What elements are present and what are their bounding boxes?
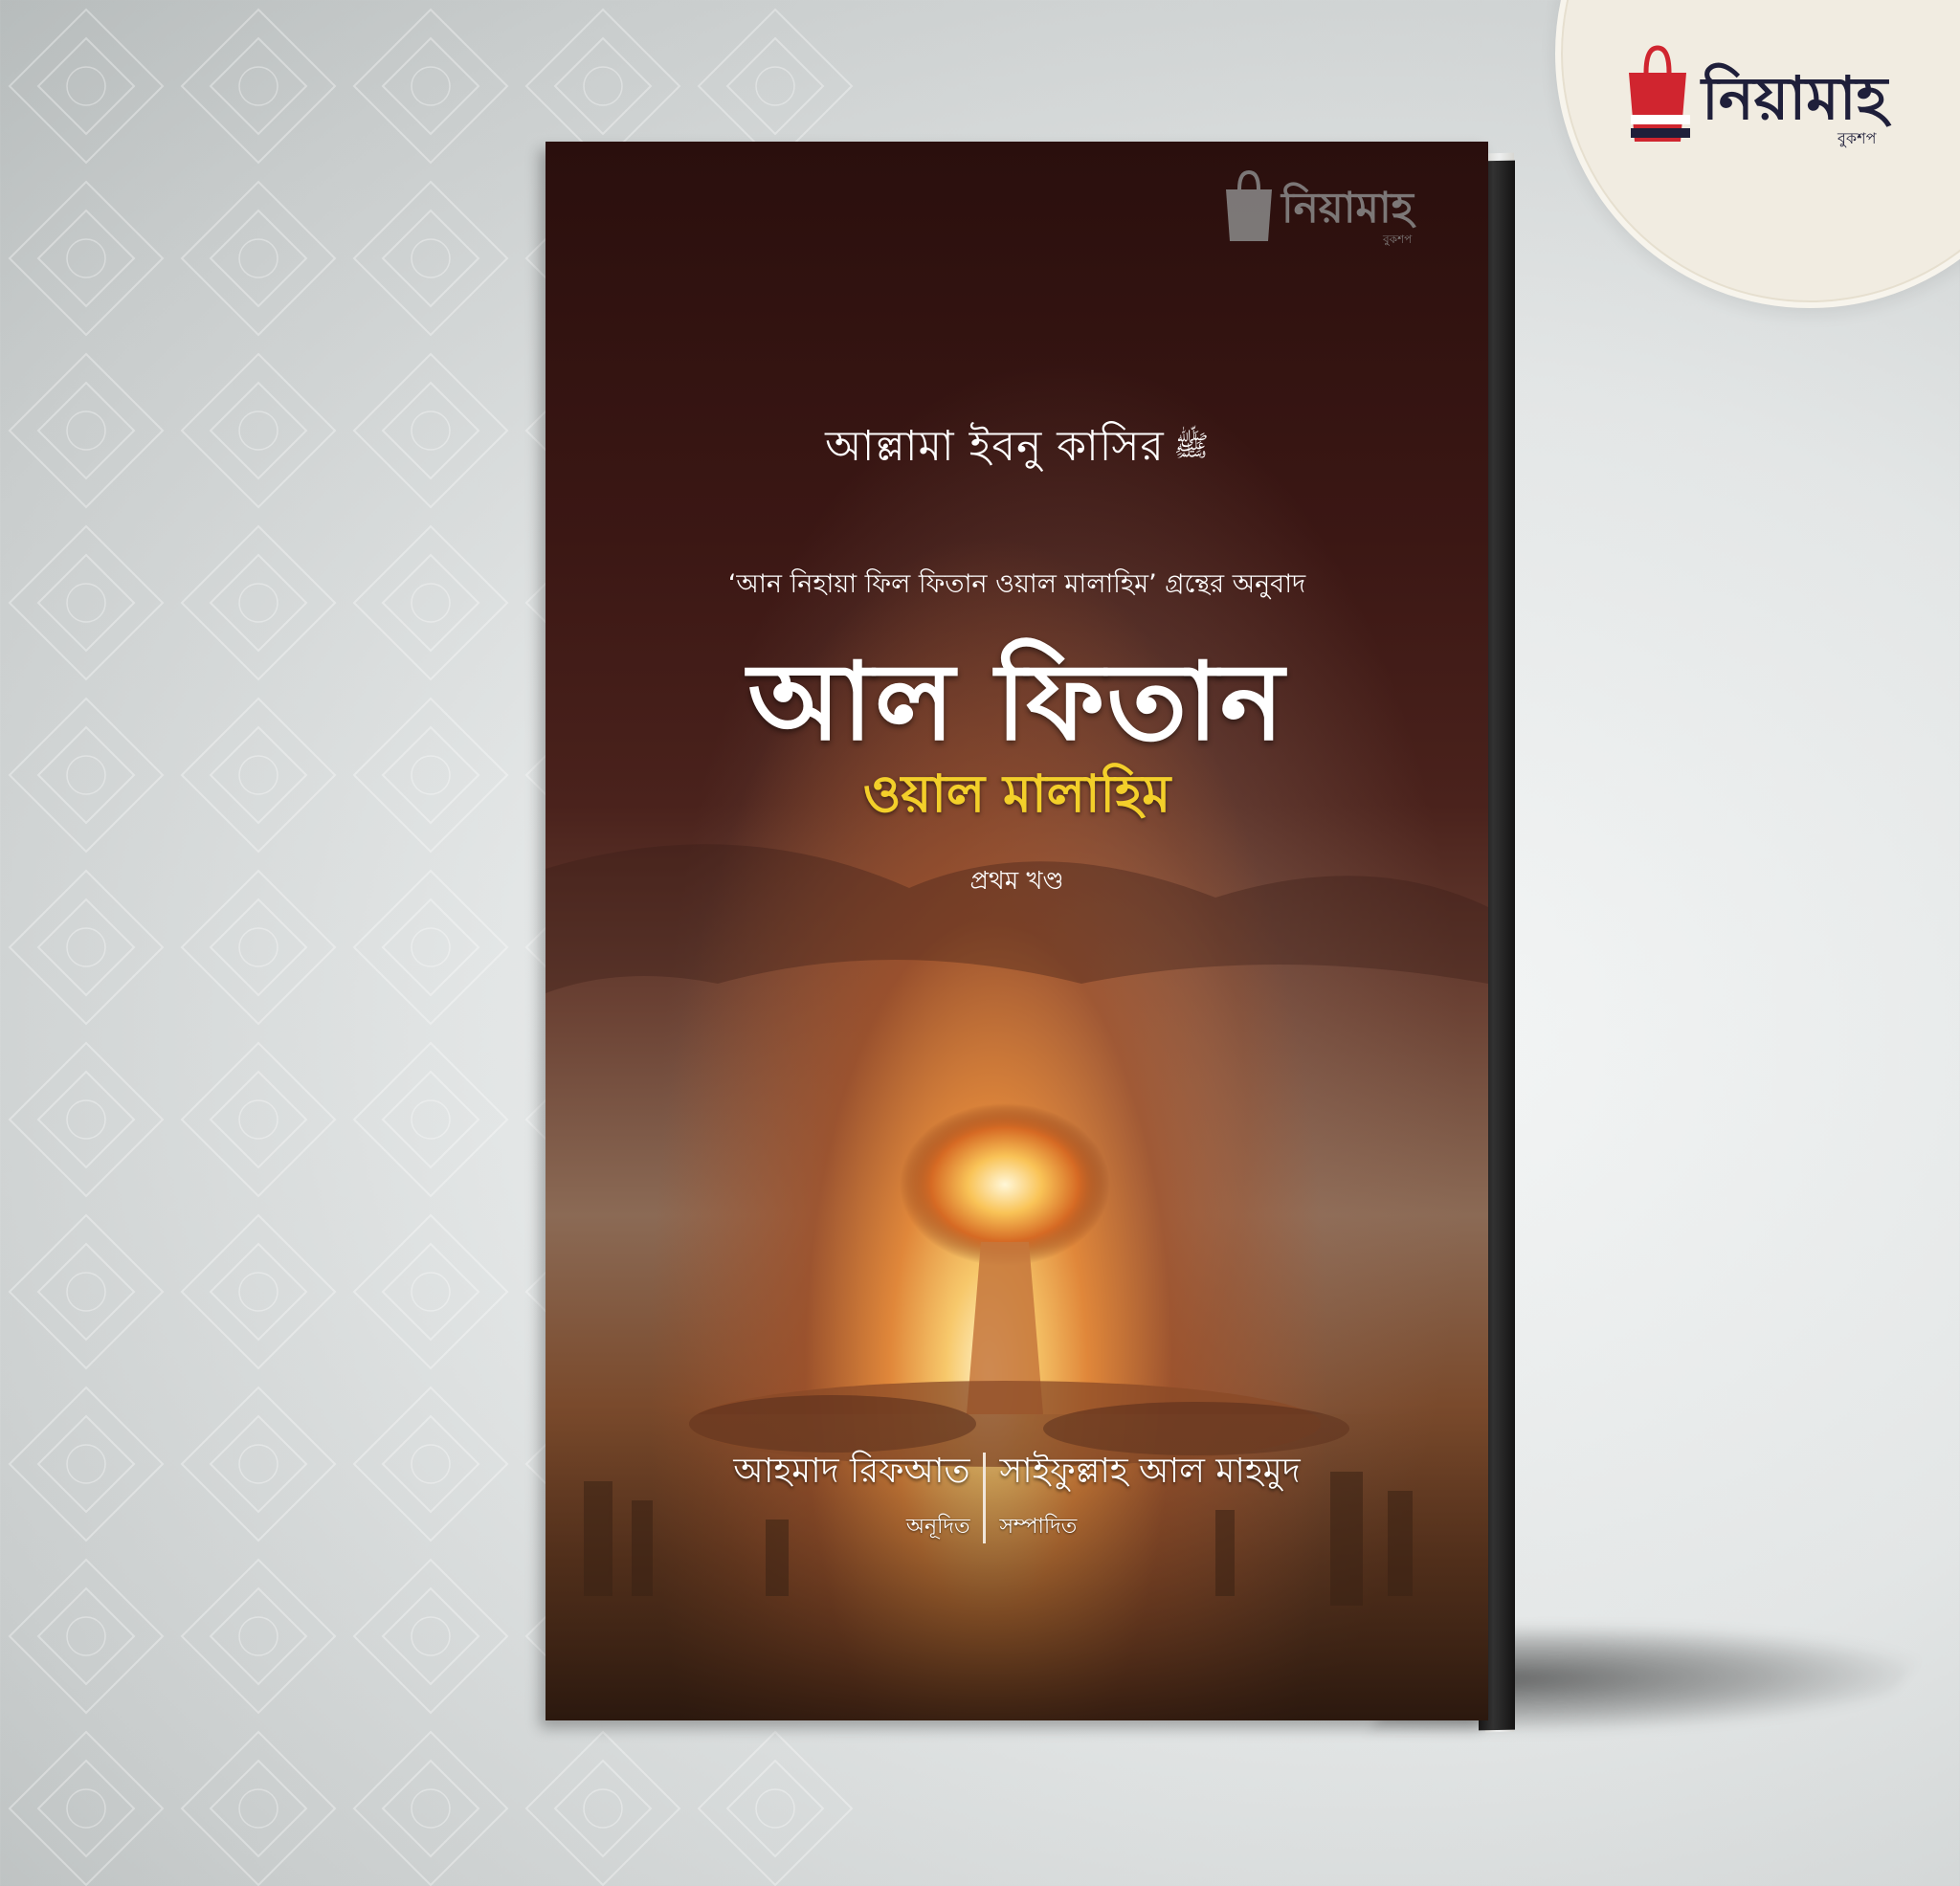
book-cover xyxy=(546,142,1488,1720)
book-volume: প্রথম খণ্ড xyxy=(969,867,1064,896)
editor-credit xyxy=(986,1445,1313,1545)
shopping-bag-icon xyxy=(1629,48,1690,142)
store-logo-text: নিয়ামাহ xyxy=(1702,63,1888,133)
book-title: আল ফিতান xyxy=(747,640,1286,765)
cover-publisher-subtext: বুকশপ xyxy=(1383,233,1413,246)
translator-name: আহমাদ রিফআত xyxy=(733,1452,970,1491)
store-logo-subtext: বুকশপ xyxy=(1838,129,1877,147)
book-credits xyxy=(546,1445,1488,1545)
cover-publisher-logo xyxy=(1220,161,1459,247)
author-name: আল্লামা ইবনু কাসির xyxy=(825,422,1165,471)
translation-note: ‘আন নিহায়া ফিল ফিতান ওয়াল মালাহিম’ গ্রন্থের অনুবাদ xyxy=(727,569,1306,599)
cover-publisher-text: নিয়ামাহ xyxy=(1281,184,1414,233)
store-logo[interactable] xyxy=(1617,34,1933,149)
book-title-secondary: ওয়াল মালাহিম xyxy=(862,764,1171,824)
book-author xyxy=(546,414,1488,484)
author-honorific: ﷺ xyxy=(1173,429,1209,463)
translator-role: অনূদিত xyxy=(905,1515,970,1539)
editor-name: সাইফুল্লাহ আল মাহমুদ xyxy=(999,1452,1301,1491)
translator-credit xyxy=(720,1445,983,1545)
editor-role: সম্পাদিত xyxy=(999,1515,1078,1539)
